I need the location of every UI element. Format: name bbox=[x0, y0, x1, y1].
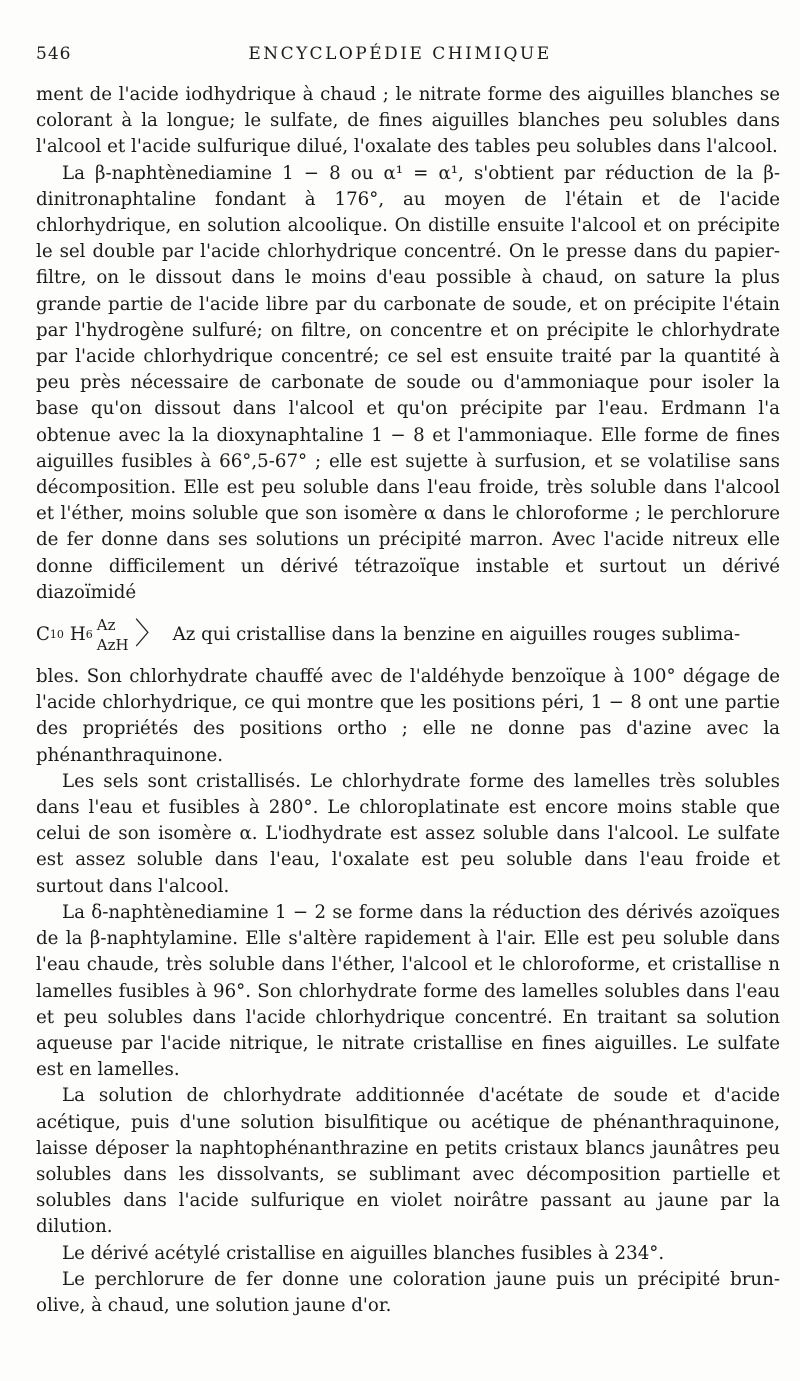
page-header bbox=[36, 44, 764, 68]
formula-c: C bbox=[36, 623, 50, 645]
paragraph-2: La β-naphtènediamine 1 − 8 ou α¹ = α¹, s'obtient par réduction de la β-dinitronaphtaline fondant à 176°, au moyen de l'étain et de l'acide chlorhydrique, en solution alcoolique. On distille ensuite l'alcool et on précipite le sel double par l'acide chlorhydrique concentré. On le presse dans du papier-filtre, on le dissout dans le moins d'eau possible à chaud, on sature la plus grande partie de l'acide libre par du carbonate de soude, et on précipite l'étain par l'hydrogène sulfuré; on filtre, on concentre et on précipite le chlorhydrate par l'acide chlorhydrique concentré; ce sel est ensuite traité par la quantité à peu près nécessaire de carbonate de soude ou d'ammoniaque pour isoler la base qu'on dissout dans l'alcool et qu'on précipite par l'eau. Erdmann l'a obtenue avec la la dioxynaphtaline 1 − 8 et l'ammoniaque. Elle forme de fines aiguilles fusibles à 66°,5-67° ; elle est sujette à surfusion, et se volatilise sans décomposition. Elle est peu soluble dans l'eau froide, très soluble dans l'alcool et l'éther, moins soluble que son isomère α dans le chloroforme ; le perchlorure de fer donne dans ses solutions un précipité marron. Avec l'acide nitreux elle donne difficilement un dérivé tétrazoïque instable et surtout un dérivé diazoïmidé bbox=[36, 162, 780, 603]
formula-tail-text: Az qui cristallise dans la benzine en aiguilles rouges sublima- bbox=[172, 623, 741, 645]
paragraph-8: Le perchlorure de fer donne une coloration jaune puis un précipité brun-olive, à chaud, une solution jaune d'or. bbox=[36, 1268, 780, 1316]
formula-h: H bbox=[69, 623, 86, 645]
running-title: ENCYCLOPÉDIE CHIMIQUE bbox=[248, 44, 552, 64]
page-number: 546 bbox=[36, 44, 72, 64]
chemical-formula: C 10 H 6 Az AzH 〉 bbox=[36, 616, 165, 655]
formula-angle-bracket: 〉 bbox=[134, 617, 165, 653]
paragraph-5: La δ-naphtènediamine 1 − 2 se forme dans la réduction des dérivés azoïques de la β-naphtylamine. Elle s'altère rapidement à l'air. Elle est peu soluble dans l'eau chaude, très soluble dans l'éther, l'alcool et le chloroforme, et cristallise n lamelles fusibles à 96°. Son chlorhydrate forme des lamelles solubles dans l'eau et peu solubles dans l'acide chlorhydrique concentré. En traitant sa solution aqueuse par l'acide nitrique, le nitrate cristallise en fines aiguilles. Le sulfate est en lamelles. bbox=[36, 901, 780, 1081]
formula-bracket bbox=[97, 615, 129, 655]
body-text bbox=[36, 82, 780, 1319]
paragraph-1: ment de l'acide iodhydrique à chaud ; le nitrate forme des aiguilles blanches se colorant à la longue; le sulfate, de fines aiguilles blanches peu solubles dans l'alcool et l'acide sulfurique dilué, l'oxalate des tables peu solubles dans l'alcool. bbox=[36, 84, 780, 158]
paragraph-3: bles. Son chlorhydrate chauffé avec de l'aldéhyde benzoïque à 100° dégage de l'acide chlorhydrique, ce qui montre que les positions péri, 1 − 8 ont une partie des propriétés des positions ortho ; elle ne donne pas d'azine avec la phénanthraquinone. bbox=[36, 666, 780, 766]
formula-top: Az bbox=[96, 616, 116, 635]
formula-bottom: AzH bbox=[96, 636, 129, 655]
formula-block bbox=[36, 606, 780, 664]
paragraph-6: La solution de chlorhydrate additionnée d'acétate de soude et d'acide acétique, puis d'une solution bisulfitique ou acétique de phénanthraquinone, laisse déposer la naphtophénanthrazine en petits cristaux blancs jaunâtres peu solubles dans les dissolvants, se sublimant avec décomposition partielle et solubles dans l'acide sulfurique en violet noirâtre passant au jaune par la dilution. bbox=[36, 1085, 780, 1238]
paragraph-7: Le dérivé acétylé cristallise en aiguilles blanches fusibles à 234°. bbox=[62, 1242, 665, 1264]
paragraph-4: Les sels sont cristallisés. Le chlorhydrate forme des lamelles très solubles dans l'eau et fusibles à 280°. Le chloroplatinate est encore moins stable que celui de son isomère α. L'iodhydrate est assez soluble dans l'alcool. Le sulfate est assez soluble dans l'eau, l'oxalate est peu soluble dans l'eau froide et surtout dans l'alcool. bbox=[36, 770, 780, 897]
